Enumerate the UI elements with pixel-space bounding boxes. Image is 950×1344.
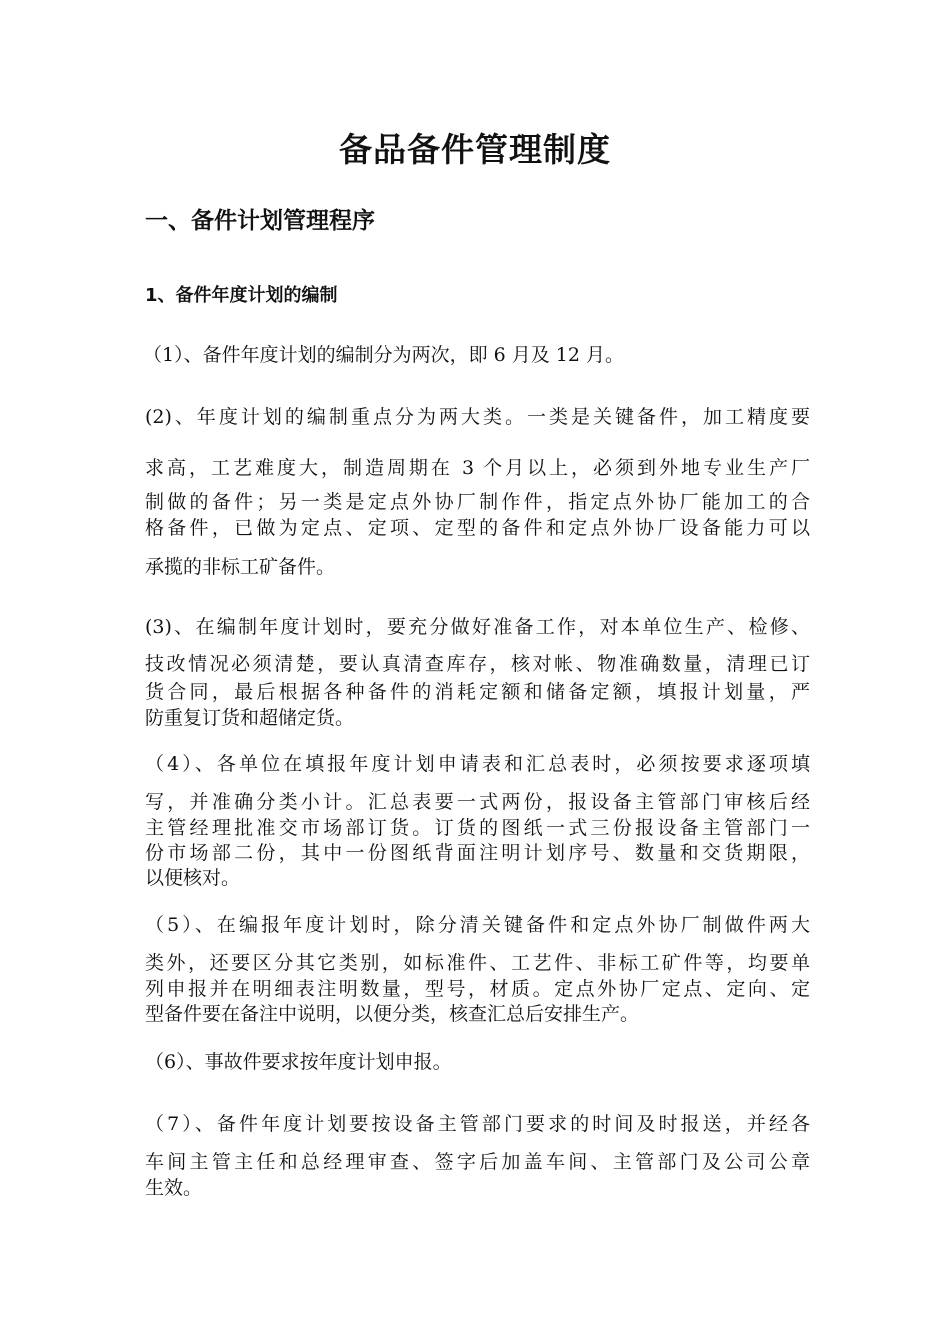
paragraph-line: 格备件，已做为定点、定项、定型的备件和定点外协厂设备能力可以	[145, 517, 810, 539]
paragraph-line: 主管经理批准交市场部订货。订货的图纸一式三份报设备主管部门一	[145, 817, 810, 839]
paragraph-line: （4）、各单位在填报年度计划申请表和汇总表时，必须按要求逐项填	[145, 753, 810, 775]
paragraph-line: 份市场部二份，其中一份图纸背面注明计划序号、数量和交货期限，	[145, 842, 810, 864]
paragraph-line: (3)、在编制年度计划时，要充分做好准备工作，对本单位生产、检修、	[145, 616, 810, 638]
paragraph-line: (2)、年度计划的编制重点分为两大类。一类是关键备件，加工精度要	[145, 406, 810, 428]
paragraph-line: 制做的备件；另一类是定点外协厂制作件，指定点外协厂能加工的合	[145, 491, 810, 513]
paragraph-line: 列申报并在明细表注明数量，型号，材质。定点外协厂定点、定向、定	[145, 978, 810, 1000]
paragraph-line: 生效。	[145, 1177, 203, 1199]
document-title: 备品备件管理制度	[339, 130, 611, 169]
paragraph-line: （5）、在编报年度计划时，除分清关键备件和定点外协厂制做件两大	[145, 914, 810, 936]
paragraph-line: 求高，工艺难度大，制造周期在 3 个月以上，必须到外地专业生产厂	[145, 457, 810, 479]
paragraph-line: （1）、备件年度计划的编制分为两次，即 6 月及 12 月。	[143, 344, 625, 366]
paragraph-line: 防重复订货和超储定货。	[145, 707, 355, 729]
paragraph-line: 型备件要在备注中说明，以便分类，核查汇总后安排生产。	[145, 1003, 640, 1025]
paragraph-line: 车间主管主任和总经理审查、签字后加盖车间、主管部门及公司公章	[145, 1151, 810, 1173]
paragraph-line: 承揽的非标工矿备件。	[145, 556, 336, 578]
paragraph-line: （7）、备件年度计划要按设备主管部门要求的时间及时报送，并经各	[145, 1113, 810, 1135]
paragraph-line: 货合同，最后根据各种备件的消耗定额和储备定额，填报计划量，严	[145, 681, 810, 703]
paragraph-line: 技改情况必须清楚，要认真清查库存，核对帐、物准确数量，清理已订	[145, 653, 810, 675]
paragraph-line: 以便核对。	[145, 867, 241, 889]
section-heading: 一、备件计划管理程序	[145, 208, 375, 234]
paragraph-line: 写，并准确分类小计。汇总表要一式两份，报设备主管部门审核后经	[145, 791, 810, 813]
subsection-heading: 1、备件年度计划的编制	[145, 285, 338, 306]
paragraph-line: （6）、事故件要求按年度计划申报。	[145, 1051, 452, 1073]
paragraph-line: 类外，还要区分其它类别，如标准件、工艺件、非标工矿件等，均要单	[145, 952, 810, 974]
